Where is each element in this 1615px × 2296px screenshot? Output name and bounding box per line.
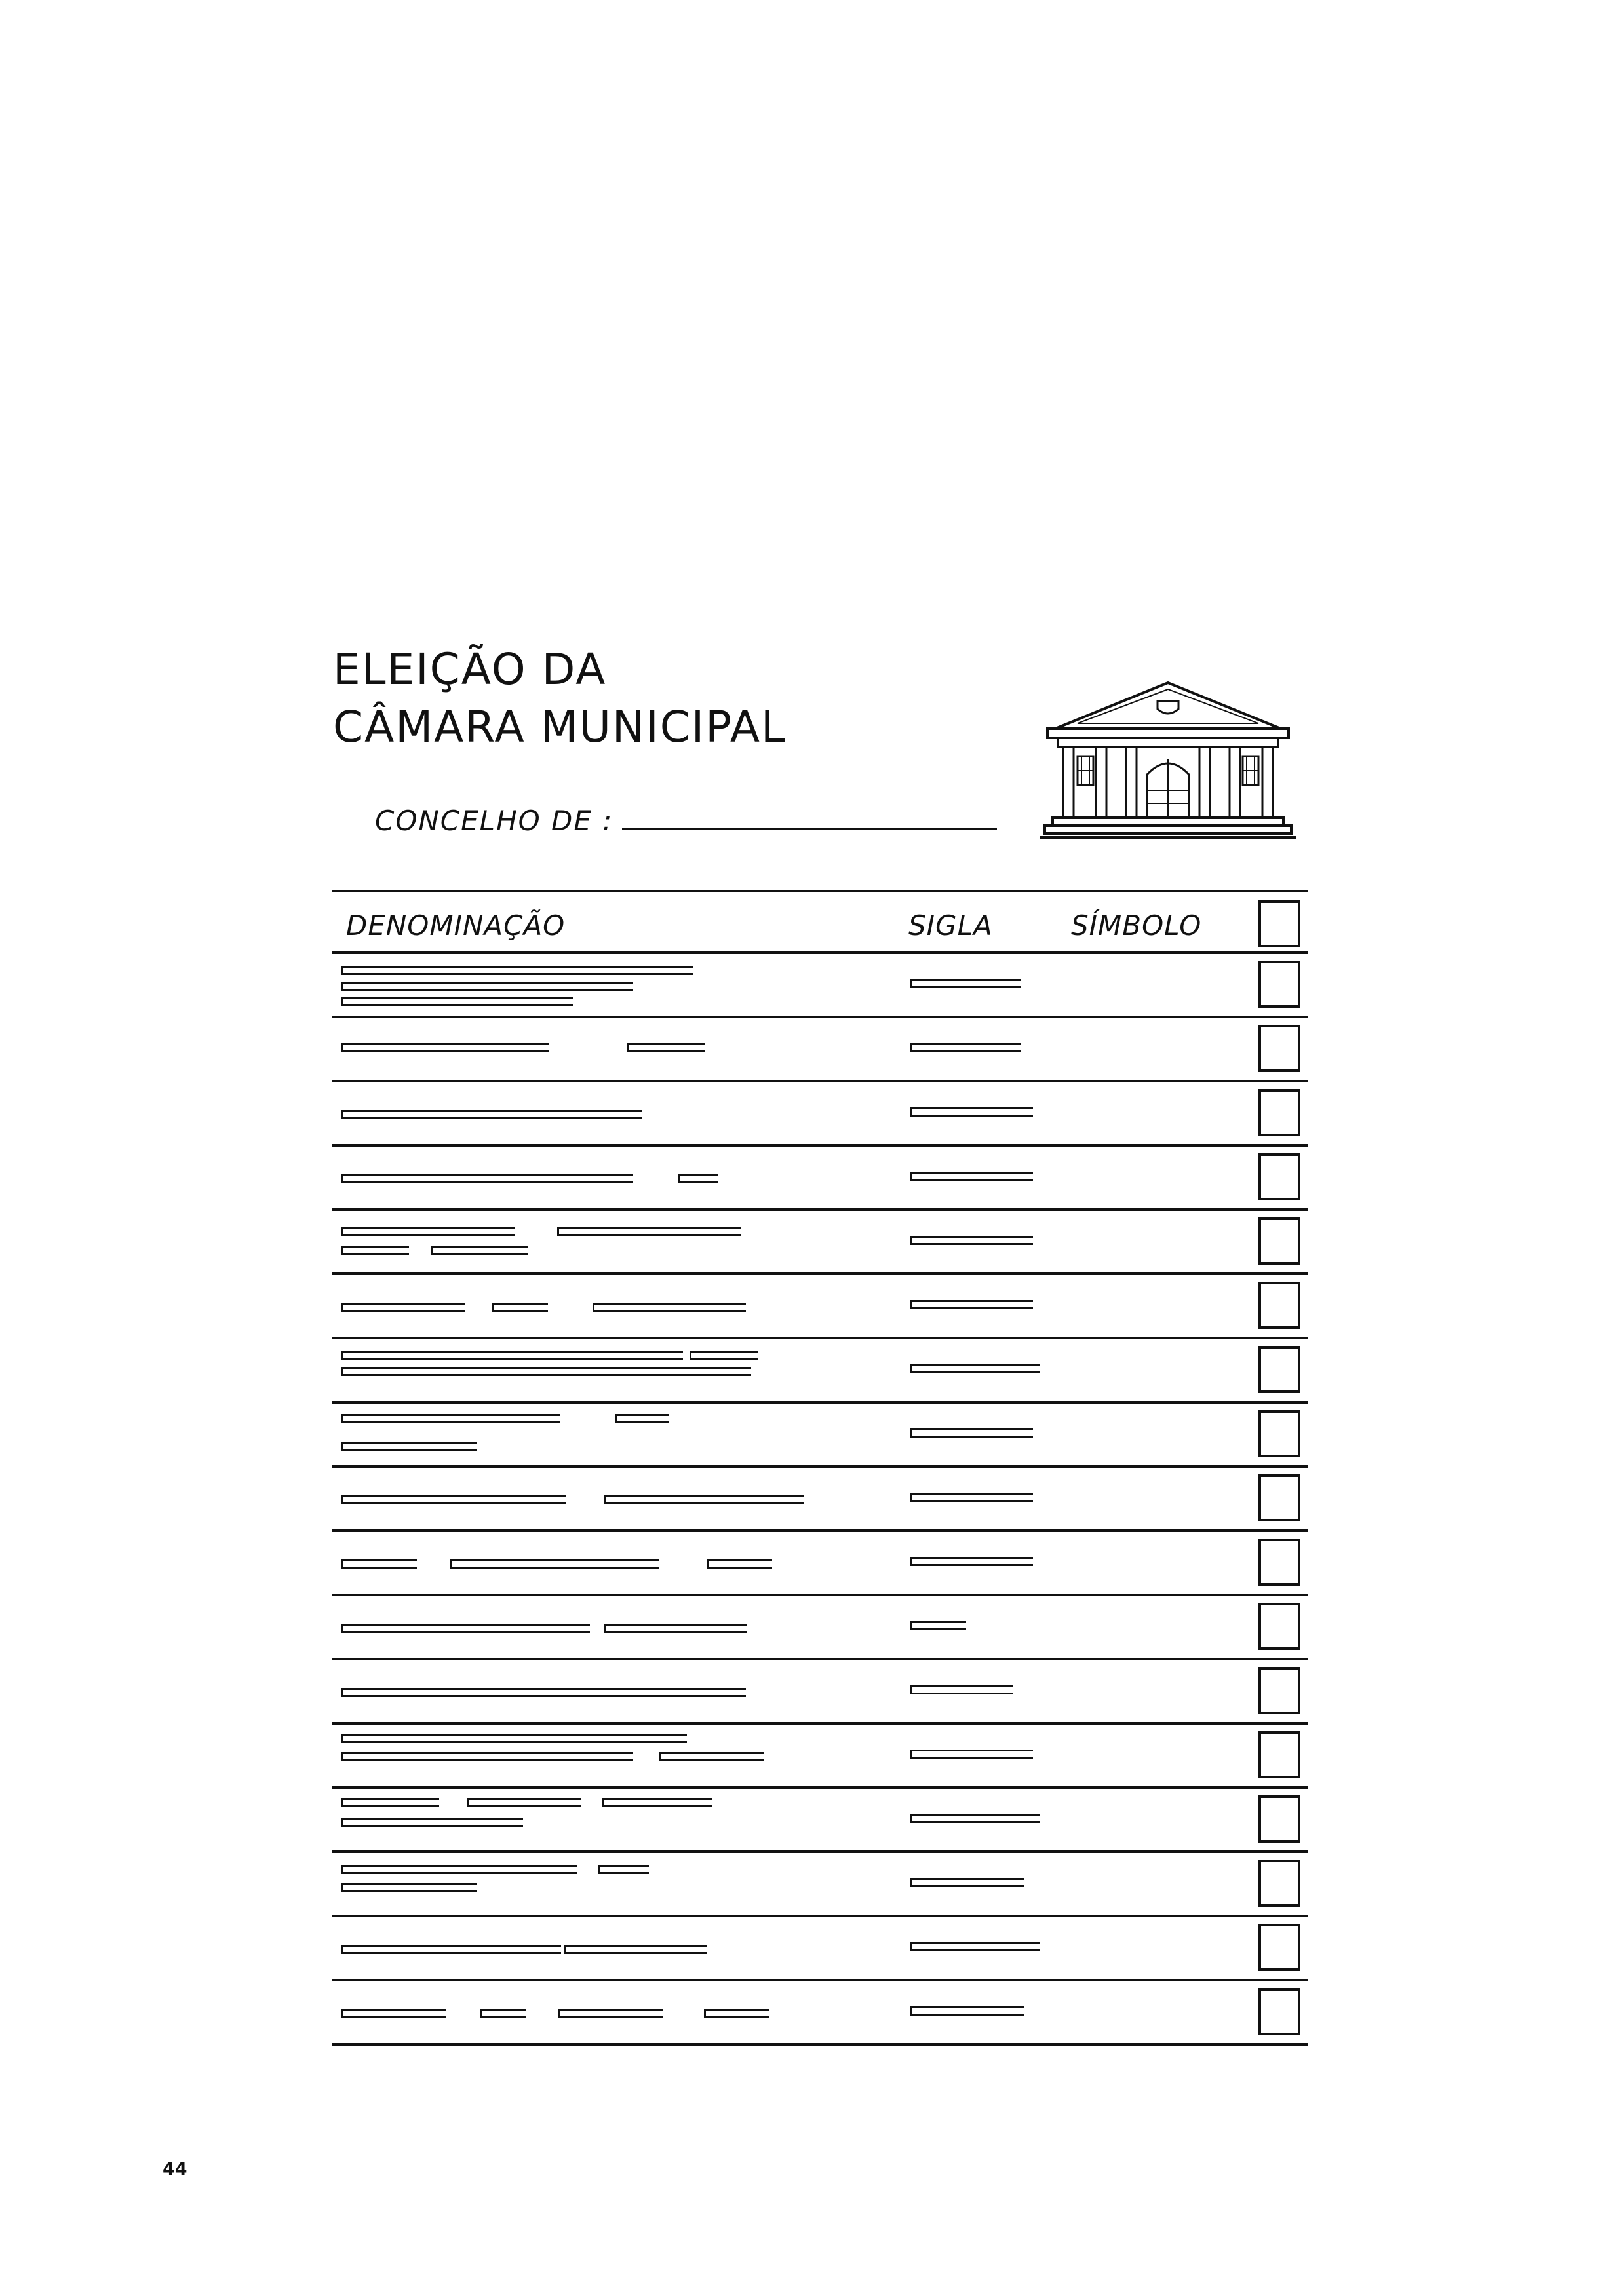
ballot-row [332,1468,1308,1532]
ballot-row [332,1211,1308,1275]
party-name-placeholder [431,1246,528,1255]
title-line-2: CÂMARA MUNICIPAL [333,702,787,752]
vote-checkbox[interactable] [1258,1795,1300,1843]
title-line-1: ELEIÇÃO DA [333,644,607,695]
sigla-placeholder [910,1236,1033,1245]
party-name-placeholder [341,2009,446,2018]
sigla-placeholder [910,1814,1040,1823]
vote-checkbox[interactable] [1258,961,1300,1008]
ballot-row [332,1981,1308,2046]
sigla-placeholder [910,1493,1033,1502]
party-name-placeholder [341,1043,549,1052]
ballot-row [332,1339,1308,1404]
sigla-placeholder [910,1621,966,1630]
party-name-placeholder [341,966,693,975]
vote-checkbox[interactable] [1258,1603,1300,1650]
vote-checkbox[interactable] [1258,1731,1300,1778]
party-name-placeholder [341,1351,683,1360]
party-name-placeholder [341,1495,566,1504]
party-name-placeholder [341,1227,515,1236]
ballot-row [332,1660,1308,1725]
party-name-placeholder [564,1945,707,1954]
ballot-row [332,1147,1308,1211]
sigla-placeholder [910,1685,1013,1694]
ballot-row [332,1018,1308,1082]
ballot-table [332,890,1308,2046]
vote-checkbox[interactable] [1258,1924,1300,1971]
sigla-placeholder [910,1172,1033,1181]
party-name-placeholder [341,1734,687,1743]
sigla-placeholder [910,1107,1033,1117]
party-name-placeholder [602,1798,712,1807]
vote-checkbox[interactable] [1258,1860,1300,1907]
ballot-row [332,1917,1308,1981]
party-name-placeholder [341,1798,439,1807]
header-vote-box [1258,900,1300,947]
vote-checkbox[interactable] [1258,1217,1300,1265]
sigla-placeholder [910,1428,1033,1438]
page-number: 44 [163,2159,187,2179]
party-name-placeholder [480,2009,526,2018]
sigla-placeholder [910,1557,1033,1566]
sigla-placeholder [910,1942,1040,1951]
party-name-placeholder [341,1559,417,1569]
party-name-placeholder [450,1559,659,1569]
sigla-placeholder [910,1300,1033,1309]
party-name-placeholder [341,1367,751,1376]
concelho-field [375,805,997,837]
header-sigla: SIGLA [908,909,993,942]
vote-checkbox[interactable] [1258,1988,1300,2035]
header-denominacao: DENOMINAÇÃO [346,909,566,942]
concelho-label: CONCELHO DE : [375,805,613,837]
vote-checkbox[interactable] [1258,1346,1300,1393]
ballot-row [332,1596,1308,1660]
sigla-placeholder [910,1750,1033,1759]
party-name-placeholder [678,1174,718,1183]
ballot-row [332,1082,1308,1147]
vote-checkbox[interactable] [1258,1474,1300,1521]
ballot-rows [332,954,1308,2046]
party-name-placeholder [341,997,573,1006]
vote-checkbox[interactable] [1258,1539,1300,1586]
header-simbolo: SÍMBOLO [1071,909,1202,942]
party-name-placeholder [341,1414,560,1423]
sigla-placeholder [910,979,1021,988]
party-name-placeholder [704,2009,769,2018]
party-name-placeholder [341,1865,577,1874]
concelho-blank-line[interactable] [622,828,997,830]
town-hall-icon [1040,678,1296,844]
vote-checkbox[interactable] [1258,1153,1300,1200]
vote-checkbox[interactable] [1258,1089,1300,1136]
party-name-placeholder [690,1351,758,1360]
party-name-placeholder [659,1752,764,1761]
ballot-header-row [332,890,1308,954]
party-name-placeholder [341,1246,409,1255]
party-name-placeholder [341,1945,561,1954]
party-name-placeholder [341,982,633,991]
party-name-placeholder [467,1798,581,1807]
ballot-row [332,1725,1308,1789]
vote-checkbox[interactable] [1258,1025,1300,1072]
party-name-placeholder [615,1414,669,1423]
party-name-placeholder [341,1688,746,1697]
sigla-placeholder [910,1043,1021,1052]
party-name-placeholder [341,1883,477,1892]
party-name-placeholder [604,1624,747,1633]
party-name-placeholder [558,2009,663,2018]
vote-checkbox[interactable] [1258,1282,1300,1329]
ballot-row [332,954,1308,1018]
vote-checkbox[interactable] [1258,1667,1300,1714]
party-name-placeholder [341,1624,590,1633]
vote-checkbox[interactable] [1258,1410,1300,1457]
sigla-placeholder [910,1878,1024,1887]
party-name-placeholder [707,1559,772,1569]
party-name-placeholder [341,1442,477,1451]
ballot-title [333,641,787,756]
party-name-placeholder [593,1303,746,1312]
party-name-placeholder [604,1495,804,1504]
party-name-placeholder [341,1303,465,1312]
party-name-placeholder [598,1865,649,1874]
party-name-placeholder [492,1303,548,1312]
ballot-row [332,1404,1308,1468]
party-name-placeholder [341,1818,523,1827]
ballot-row [332,1275,1308,1339]
party-name-placeholder [341,1174,633,1183]
sigla-placeholder [910,1364,1040,1373]
party-name-placeholder [341,1110,642,1119]
party-name-placeholder [627,1043,705,1052]
ballot-row [332,1789,1308,1853]
party-name-placeholder [557,1227,741,1236]
party-name-placeholder [341,1752,633,1761]
ballot-row [332,1532,1308,1596]
sigla-placeholder [910,2006,1024,2016]
ballot-row [332,1853,1308,1917]
